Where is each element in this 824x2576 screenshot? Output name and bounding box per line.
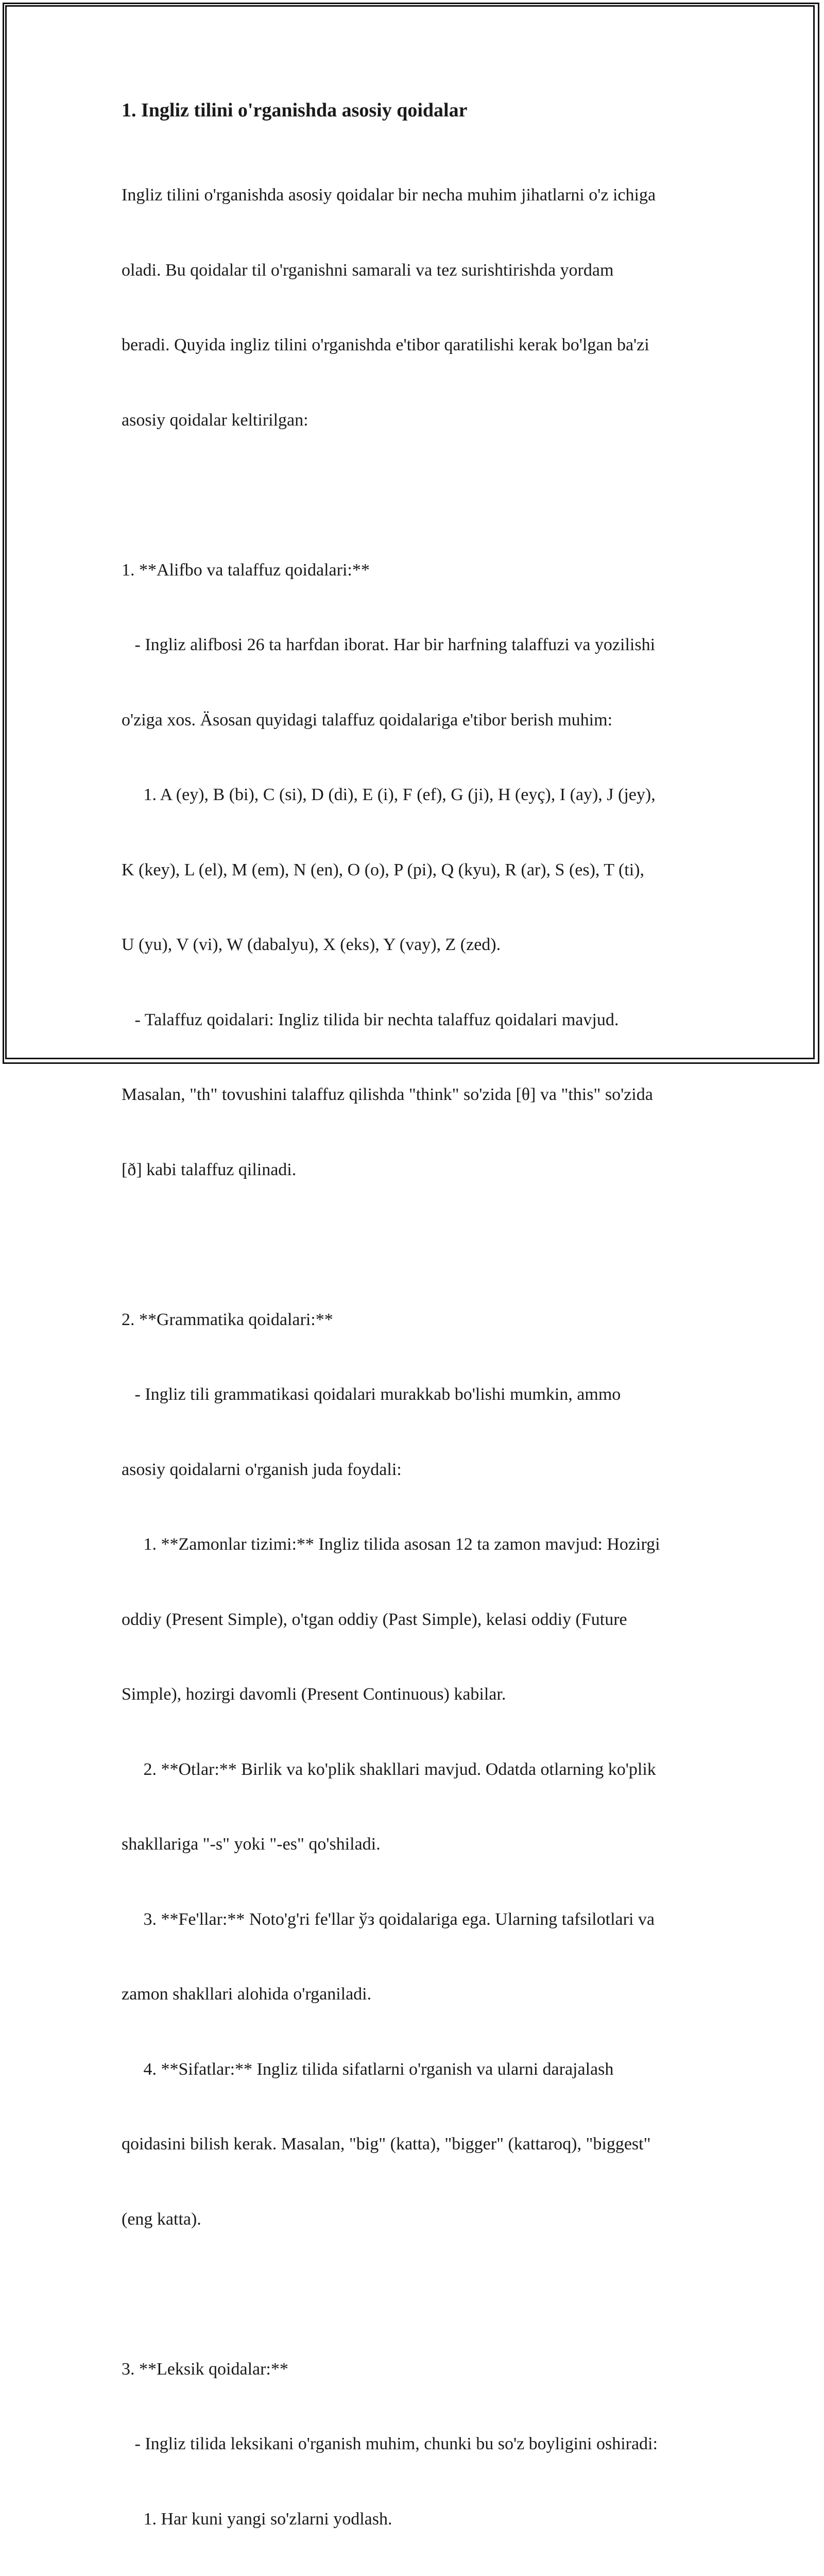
text-line: 1. Har kuni yangi so'zlarni yodlash. — [122, 2507, 709, 2532]
text-line: - Ingliz tili grammatikasi qoidalari murakkab bo'lishi mumkin, ammo — [122, 1382, 709, 1408]
text-line: 1. A (ey), B (bi), C (si), D (di), E (i), F (ef), G (ji), H (eyç), I (ay), J (jey), — [122, 783, 709, 808]
text-line: (eng katta). — [122, 2207, 709, 2232]
text-line: oladi. Bu qoidalar til o'rganishni samarali va tez surishtirishda yordam — [122, 258, 709, 283]
document-body — [122, 96, 709, 2576]
section-title: 2. **Grammatika qoidalari:** — [122, 1308, 709, 1333]
text-line: 4. **Sifatlar:** Ingliz tilida sifatlarni o'rganish va ularni darajalash — [122, 2057, 709, 2082]
text-line: Masalan, "th" tovushini talaffuz qilishda "think" so'zida [θ] va "this" so'zida — [122, 1082, 709, 1108]
text-line: U (yu), V (vi), W (dabalyu), X (eks), Y (vay), Z (zed). — [122, 933, 709, 958]
paragraph-gap — [122, 1232, 709, 1258]
document-heading: 1. Ingliz tilini o'rganishda asosiy qoidalar — [122, 96, 709, 125]
section-title: 3. **Leksik qoidalar:** — [122, 2357, 709, 2382]
section-grammar — [122, 1258, 709, 2282]
text-line: beradi. Quyida ingliz tilini o'rganishda e'tibor qaratilishi kerak bo'lgan ba'zi — [122, 333, 709, 358]
text-line: [ð] kabi talaffuz qilinadi. — [122, 1158, 709, 1183]
text-line: - Ingliz alifbosi 26 ta harfdan iborat. Har bir harfning talaffuzi va yozilishi — [122, 633, 709, 658]
text-line: shakllariga "-s" yoki "-es" qo'shiladi. — [122, 1832, 709, 1857]
text-line: o'ziga xos. Äsosan quyidagi talaffuz qoidalariga e'tibor berish muhim: — [122, 708, 709, 733]
text-line: asosiy qoidalarni o'rganish juda foydali: — [122, 1458, 709, 1483]
paragraph-gap — [122, 483, 709, 508]
text-line: Ingliz tilini o'rganishda asosiy qoidalar bir necha muhim jihatlarni o'z ichiga — [122, 183, 709, 208]
section-title: 1. **Alifbo va talaffuz qoidalari:** — [122, 558, 709, 583]
text-line: oddiy (Present Simple), o'tgan oddiy (Past Simple), kelasi oddiy (Future — [122, 1607, 709, 1633]
text-line: 1. **Zamonlar tizimi:** Ingliz tilida asosan 12 ta zamon mavjud: Hozirgi — [122, 1532, 709, 1557]
section-alphabet — [122, 508, 709, 1233]
text-line: qoidasini bilish kerak. Masalan, "big" (katta), "bigger" (kattaroq), "biggest" — [122, 2132, 709, 2157]
text-line: - Ingliz tilida leksikani o'rganish muhim, chunki bu so'z boyligini oshiradi: — [122, 2432, 709, 2457]
intro-paragraph — [122, 133, 709, 483]
section-lexical — [122, 2307, 709, 2576]
text-line: zamon shakllari alohida o'rganiladi. — [122, 1982, 709, 2007]
text-line: K (key), L (el), M (em), N (en), O (o), P (pi), Q (kyu), R (ar), S (es), T (ti), — [122, 858, 709, 883]
text-line: 2. **Otlar:** Birlik va ko'plik shakllari mavjud. Odatda otlarning ko'plik — [122, 1757, 709, 1783]
text-line: asosiy qoidalar keltirilgan: — [122, 408, 709, 433]
text-line: Simple), hozirgi davomli (Present Continuous) kabilar. — [122, 1682, 709, 1707]
paragraph-gap — [122, 2282, 709, 2307]
text-line: 3. **Fe'llar:** Noto'g'ri fe'llar ўз qoidalariga ega. Ularning tafsilotlari va — [122, 1907, 709, 1933]
text-line: - Talaffuz qoidalari: Ingliz tilida bir nechta talaffuz qoidalari mavjud. — [122, 1008, 709, 1033]
